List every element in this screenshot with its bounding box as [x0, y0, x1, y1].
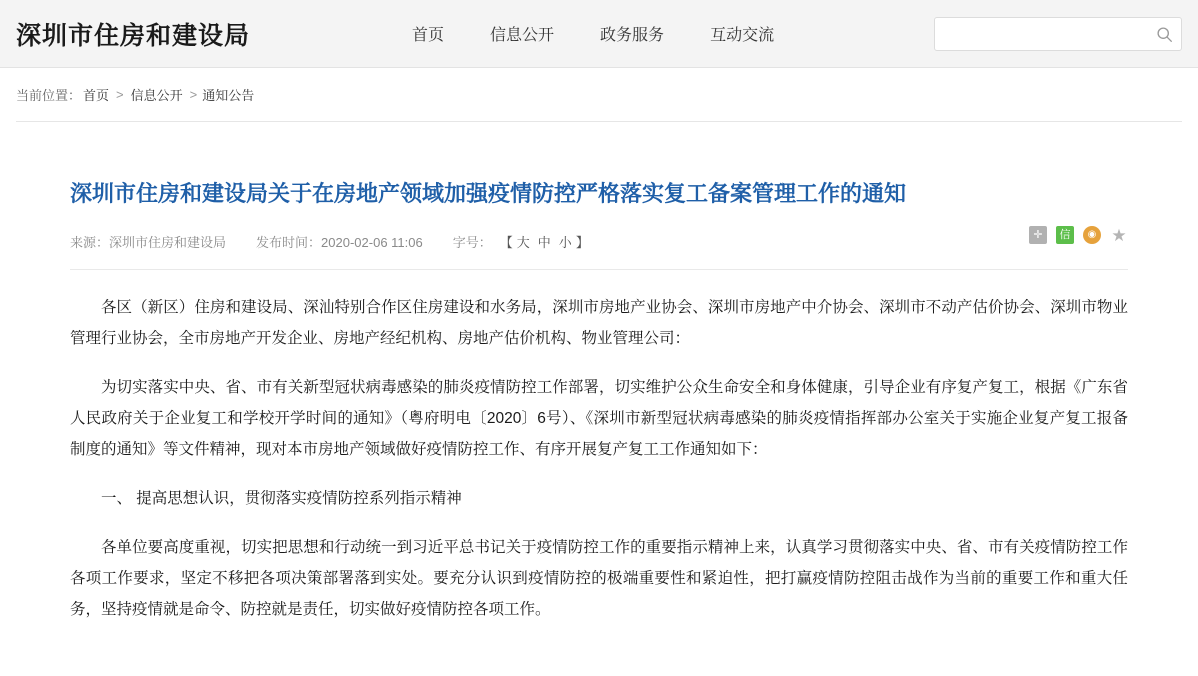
breadcrumb-item-home[interactable]: 首页 [83, 88, 110, 103]
font-size-medium[interactable]: 中 [537, 235, 551, 250]
article-source-label: 来源： [70, 235, 110, 250]
nav-item-home[interactable]: 首页 [412, 27, 445, 44]
font-size-bracket-right: 】 [575, 235, 589, 250]
nav-item-government-services[interactable]: 政务服务 [600, 27, 665, 44]
search-box [934, 17, 1182, 51]
weibo-icon[interactable]: ◉ [1083, 226, 1101, 244]
article-paragraph: 为切实落实中央、省、市有关新型冠状病毒感染的肺炎疫情防控工作部署，切实维护公众生命安全和身体健康，引导企业有序复产复工，根据《广东省人民政府关于企业复工和学校开学时间的通知》（粤府明电〔2020〕6号）、《深圳市新型冠状病毒感染的肺炎疫情指挥部办公室关于实施企业复产复工报备制度的通知》等文件精神，现对本市房地产领域做好疫情防控工作、有序开展复产复工工作通知如下： [70, 379, 1128, 458]
page-title: 深圳市住房和建设局关于在房地产领域加强疫情防控严格落实复工备案管理工作的通知 [70, 181, 907, 206]
font-size-small[interactable]: 小 [558, 235, 572, 250]
font-size-large[interactable]: 大 [516, 235, 530, 250]
article-section-heading: 一、 提高思想认识，贯彻落实疫情防控系列指示精神 [101, 490, 462, 507]
article-publish-time [256, 232, 423, 251]
search-icon[interactable] [1147, 18, 1181, 50]
article-paragraph: 各单位要高度重视，切实把思想和行动统一到习近平总书记关于疫情防控工作的重要指示精神上来，认真学习贯彻落实中央、省、市有关疫情防控工作各项工作要求，坚定不移把各项决策部署落到实处。要充分认识到疫情防控的极端重要性和紧迫性，把打赢疫情防控阻击战作为当前的重要工作和重大任务，坚持疫情就是命令、防控就是责任，切实做好疫情防控各项工作。 [70, 539, 1128, 618]
font-size-selector [453, 232, 589, 251]
breadcrumb-separator: > [116, 87, 124, 102]
site-logo[interactable]: 深圳市住房和建设局 [16, 21, 251, 50]
breadcrumb-item-notices[interactable]: 通知公告 [202, 88, 255, 103]
article-source-value: 深圳市住房和建设局 [109, 235, 227, 250]
main-navigation [410, 18, 776, 49]
article-body [40, 270, 1158, 625]
article-paragraph: 各区（新区）住房和建设局、深汕特别合作区住房建设和水务局，深圳市房地产业协会、深圳市房地产中介协会、深圳市不动产估价协会、深圳市物业管理行业协会，全市房地产开发企业、房地产经纪机构、房地产估价机构、物业管理公司： [70, 299, 1128, 347]
font-size-bracket-left: 【 [499, 235, 513, 250]
nav-item-information-disclosure[interactable]: 信息公开 [490, 27, 555, 44]
article [0, 122, 1198, 625]
favorite-star-icon[interactable]: ★ [1111, 225, 1127, 245]
search-input[interactable] [935, 18, 1147, 50]
breadcrumb-separator: > [189, 87, 198, 102]
wechat-icon[interactable]: 信 [1056, 226, 1074, 244]
breadcrumb-item-information-disclosure[interactable]: 信息公开 [130, 88, 183, 103]
font-size-label: 字号： [452, 235, 492, 250]
article-source [70, 232, 226, 251]
breadcrumb-label: 当前位置： [16, 88, 82, 103]
nav-item-interaction[interactable]: 互动交流 [710, 27, 775, 44]
article-meta [40, 210, 1158, 251]
article-publish-value: 2020-02-06 11:06 [321, 235, 423, 250]
site-header [0, 0, 1198, 68]
share-toolbar [1029, 226, 1128, 244]
breadcrumb [0, 68, 1198, 121]
article-publish-label: 发布时间： [256, 235, 322, 250]
share-add-icon[interactable]: ✛ [1029, 226, 1047, 244]
